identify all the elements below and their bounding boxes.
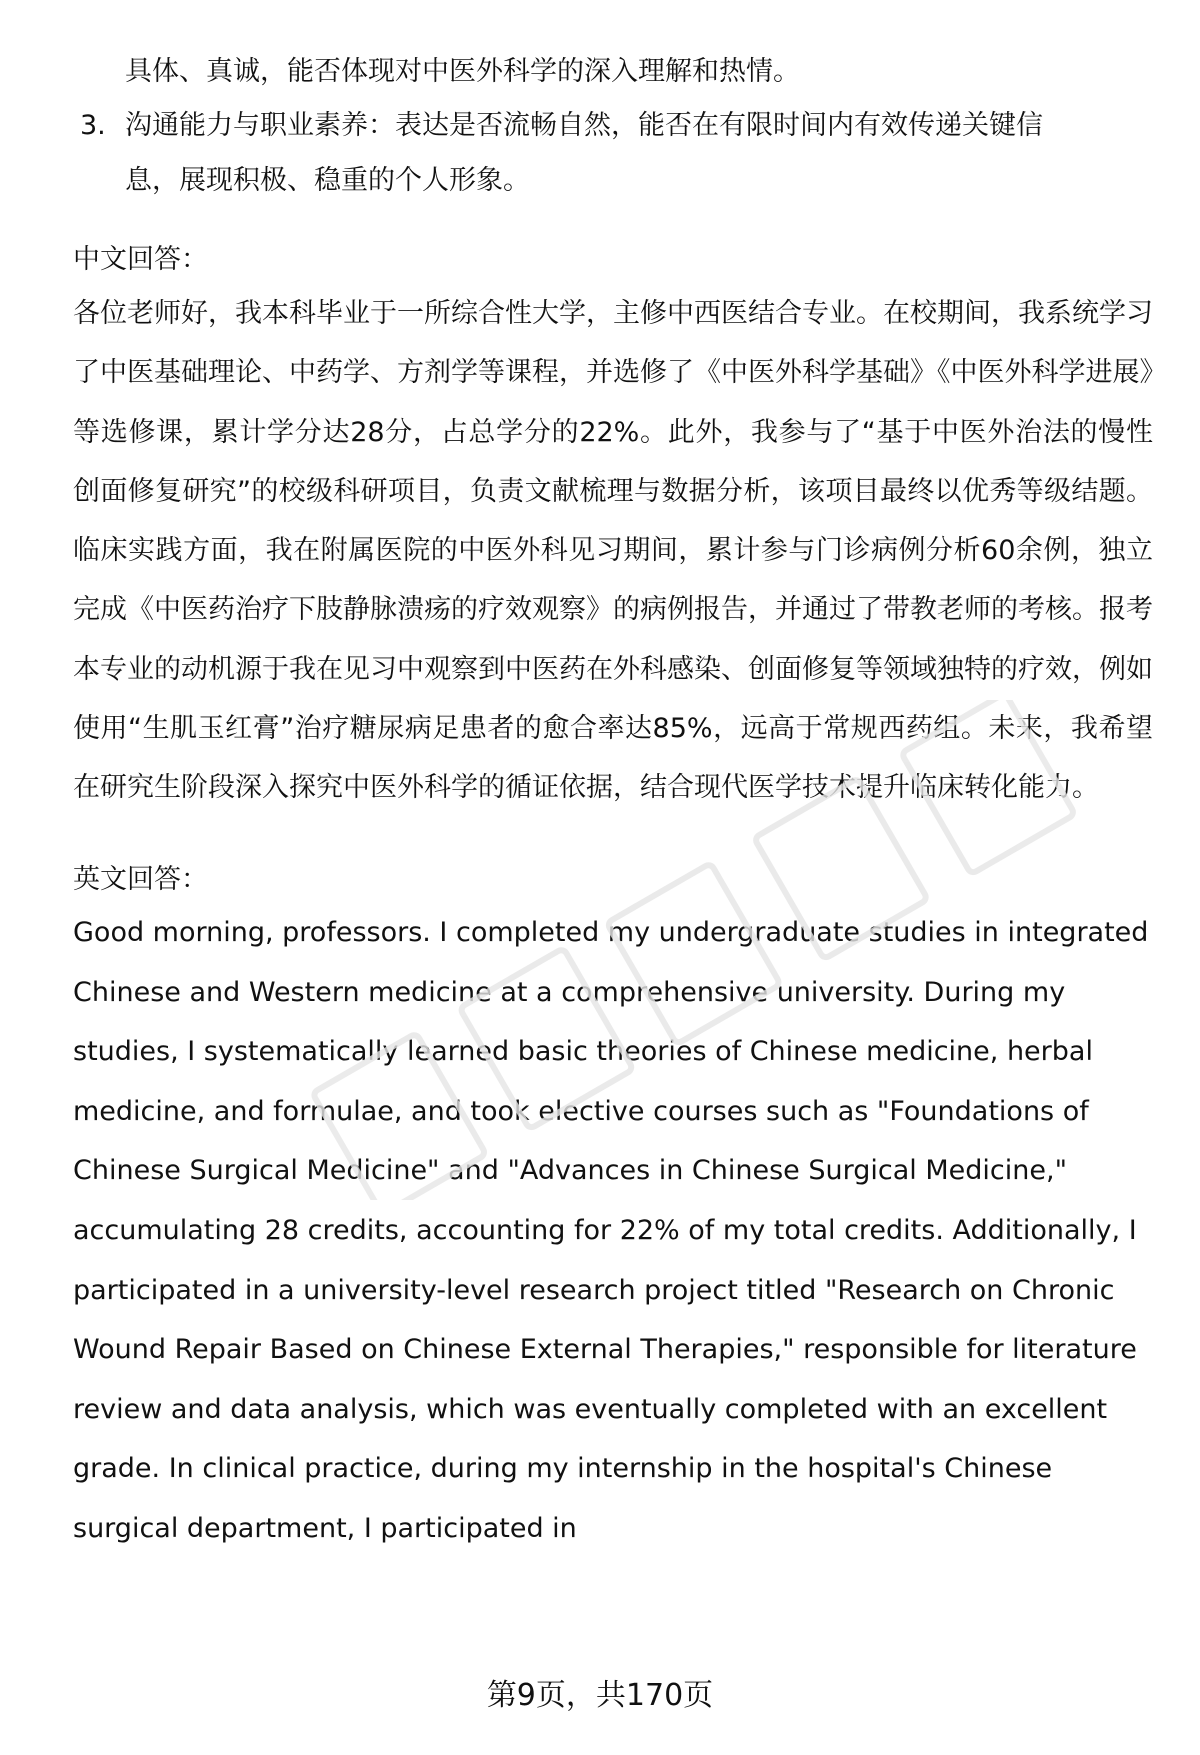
english-answer-paragraph: Good morning, professors. I completed my undergraduate studies in integrated Chinese and Western medicine at a comprehensive university. During my studies, I systematically learned basic theories of Chinese medicine, herbal medicine, and formulae, and took elective courses such as "Foundations of Chinese Surgical Medicine" and "Advances in Chinese Surgical Medicine," accumulating 28 credits, accounting for 22% of my total credits. Additionally, I participated in a university-level research project titled "Research on Chronic Wound Repair Based on Chinese External Therapies," responsible for literature review and data analysis, which was eventually completed with an excellent grade. In clinical practice, during my internship in the hospital's Chinese surgical department, I participated in	[73, 917, 1149, 1544]
list-item-3	[80, 96, 1150, 156]
english-answer-heading: 英文回答：	[73, 864, 208, 895]
chinese-answer-paragraph: 各位老师好，我本科毕业于一所综合性大学，主修中西医结合专业。在校期间，我系统学习了中医基础理论、中药学、方剂学等课程，并选修了《中医外科学基础》《中医外科学进展》等选修课，累计学分达28分，占总学分的22%。此外，我参与了“基于中医外治法的慢性创面修复研究”的校级科研项目，负责文献梳理与数据分析，该项目最终以优秀等级结题。临床实践方面，我在附属医院的中医外科见习期间，累计参与门诊病例分析60余例，独立完成《中医药治疗下肢静脉溃疡的疗效观察》的病例报告，并通过了带教老师的考核。报考本专业的动机源于我在见习中观察到中医药在外科感染、创面修复等领域独特的疗效，例如使用“生肌玉红膏”治疗糖尿病足患者的愈合率达85%，远高于常规西药组。未来，我希望在研究生阶段深入探究中医外科学的循证依据，结合现代医学技术提升临床转化能力。	[73, 298, 1153, 804]
chinese-answer-heading: 中文回答：	[73, 244, 208, 275]
page-number-footer: 第9页，共170页	[486, 1678, 714, 1713]
list-item-3-continuation: 息，展现积极、稳重的个人形象。	[125, 165, 530, 196]
list-item-3-text-line1: 沟通能力与职业素养：表达是否流畅自然，能否在有限时间内有效传递关键信	[125, 110, 1043, 141]
list-item-2-continuation: 具体、真诚，能否体现对中医外科学的深入理解和热情。	[125, 56, 800, 87]
list-item-3-number: 3.	[80, 110, 106, 141]
